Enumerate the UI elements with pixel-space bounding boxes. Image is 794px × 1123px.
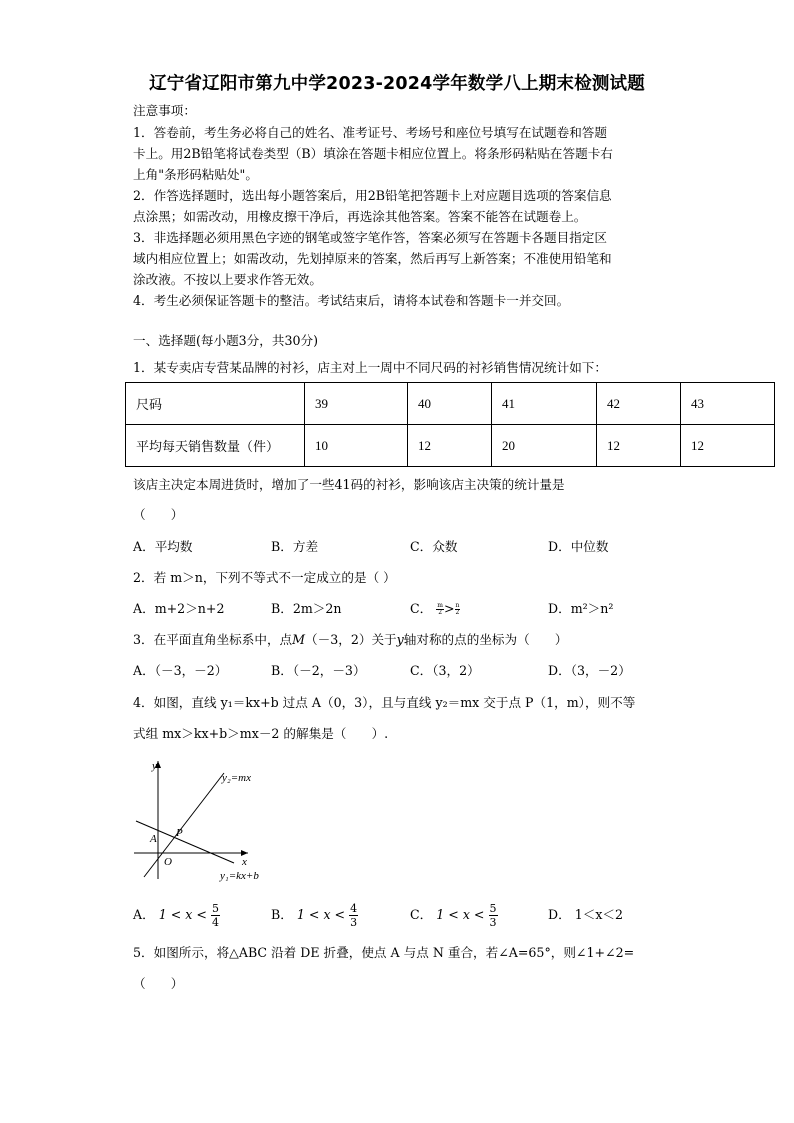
fraction-numerator: n — [455, 602, 460, 609]
option-letter: C． — [410, 907, 433, 922]
table-cell: 43 — [681, 383, 775, 425]
inequality: 1 < x < — [436, 907, 485, 922]
point-p-label: P — [176, 827, 183, 839]
notice-line: 2．作答选择题时，选出每小题答案后，用2B铅笔把答题卡上对应题目选项的答案信息 — [133, 188, 612, 203]
option-letter: D． — [548, 907, 571, 922]
option-d: D．m²＞n² — [548, 601, 614, 616]
stem-text: 3．在平面直角坐标系中，点 — [133, 632, 293, 647]
table-cell: 39 — [305, 383, 408, 425]
fraction — [211, 902, 220, 929]
inequality: 1 < x < — [158, 907, 207, 922]
page-title: 辽宁省辽阳市第九中学2023-2024学年数学八上期末检测试题 — [149, 74, 645, 94]
option-a — [133, 898, 220, 932]
answer-paren: （ ） — [133, 976, 184, 991]
table-row — [126, 425, 775, 467]
table-cell: 12 — [408, 425, 492, 467]
notice-line: 涂改液。不按以上要求作答无效。 — [133, 272, 322, 287]
table-row — [126, 383, 775, 425]
point-m: M — [292, 632, 306, 647]
table-cell: 平均每天销售数量（件） — [126, 425, 305, 467]
linear-functions-graph — [130, 755, 280, 885]
option-d: D．（3，－2） — [548, 663, 631, 678]
question-4-stem-line2: 式组 mx＞kx+b＞mx－2 的解集是（ ）. — [133, 726, 389, 741]
option-c — [410, 898, 498, 932]
inequality: 1 < x < — [296, 907, 346, 922]
answer-paren: （ ） — [133, 507, 184, 522]
point-a-label: A — [150, 833, 157, 845]
option-letter: B． — [271, 907, 293, 922]
question-2-stem: 2．若 m＞n，下列不等式不一定成立的是（ ） — [133, 570, 396, 585]
fraction-denominator: 3 — [489, 916, 497, 929]
notice-line: 上角"条形码粘贴处"。 — [133, 167, 258, 182]
option-d — [548, 898, 623, 932]
section-heading: 一、选择题(每小题3分，共30分) — [133, 333, 318, 348]
fraction-numerator: m — [437, 602, 443, 609]
fraction-denominator: 2 — [455, 609, 460, 616]
fraction-denominator: 2 — [438, 609, 443, 616]
option-d: D．中位数 — [548, 539, 609, 554]
question-4-stem-line1: 4．如图，直线 y₁＝kx+b 过点 A（0，3），且与直线 y₂＝mx 交于点 P（1，m），则不等 — [133, 695, 636, 710]
table-cell: 41 — [492, 383, 597, 425]
notice-line: 1．答卷前，考生务必将自己的姓名、准考证号、考场号和座位号填写在试题卷和答题 — [133, 125, 607, 140]
size-sales-table — [125, 382, 775, 467]
inequality: 1＜x＜2 — [574, 907, 624, 922]
notice-line: 点涂黑；如需改动，用橡皮擦干净后，再选涂其他答案。答案不能答在试题卷上。 — [133, 209, 587, 224]
fraction-denominator: 4 — [211, 916, 219, 929]
option-a: A．m+2＞n+2 — [133, 601, 225, 616]
option-c — [410, 600, 460, 618]
table-cell: 40 — [408, 383, 492, 425]
notice-heading: 注意事项： — [133, 103, 196, 118]
table-cell: 42 — [597, 383, 681, 425]
fraction — [349, 902, 358, 929]
option-b — [271, 898, 358, 932]
question-1-followup: 该店主决定本周进货时，增加了一些41码的衬衫，影响该店主决策的统计量是 — [133, 477, 565, 492]
fraction — [455, 603, 461, 616]
table-cell: 12 — [597, 425, 681, 467]
option-b: B．方差 — [271, 539, 319, 554]
option-b: B．2m＞2n — [271, 601, 342, 616]
fraction-numerator: 5 — [211, 902, 219, 915]
notice-line: 域内相应位置上；如需改动，先划掉原来的答案，然后再写上新答案；不准使用铅笔和 — [133, 251, 612, 266]
fraction-numerator: 5 — [489, 902, 497, 915]
option-a: A．（－3，－2） — [133, 663, 228, 678]
option-letter: A． — [133, 907, 155, 922]
stem-text: 轴对称的点的坐标为（ ） — [403, 632, 568, 647]
notice-line: 3．非选择题必须用黑色字迹的钢笔或签字笔作答，答案必须写在答题卡各题目指定区 — [133, 230, 607, 245]
notice-line: 4．考生必须保证答题卡的整洁。考试结束后，请将本试卷和答题卡一并交回。 — [133, 293, 570, 308]
fraction — [436, 603, 444, 616]
fraction — [489, 902, 498, 929]
greater-than: > — [443, 601, 455, 616]
option-a: A．平均数 — [133, 539, 193, 554]
y-axis-var: y — [396, 632, 404, 647]
option-c-letter: C． — [410, 601, 433, 616]
stem-text: （－3，2）关于 — [305, 632, 397, 647]
y-axis-label: y — [152, 760, 157, 772]
option-c: C．（3，2） — [410, 663, 480, 678]
table-cell: 尺码 — [126, 383, 305, 425]
table-cell: 20 — [492, 425, 597, 467]
table-cell: 12 — [681, 425, 775, 467]
line-y2 — [144, 773, 224, 877]
option-b: B．（－2，－3） — [271, 663, 366, 678]
line-y1-label: y₁=kx+b — [220, 870, 259, 882]
notice-line: 卡上。用2B铅笔将试卷类型（B）填涂在答题卡相应位置上。将条形码粘贴在答题卡右 — [133, 146, 613, 161]
option-c: C．众数 — [410, 539, 458, 554]
fraction-numerator: 4 — [350, 902, 358, 915]
table-cell: 10 — [305, 425, 408, 467]
question-1-stem: 1．某专卖店专营某品牌的衬衫，店主对上一周中不同尺码的衬衫销售情况统计如下： — [133, 360, 607, 375]
origin-label: O — [164, 856, 172, 868]
x-axis-label: x — [242, 856, 247, 868]
fraction-denominator: 3 — [350, 916, 358, 929]
line-y2-label: y₂=mx — [222, 772, 251, 784]
question-5-stem: 5．如图所示，将△ABC 沿着 DE 折叠，使点 A 与点 N 重合，若∠A=65°，则∠1+∠2= — [133, 945, 635, 960]
question-3-stem — [133, 631, 567, 649]
